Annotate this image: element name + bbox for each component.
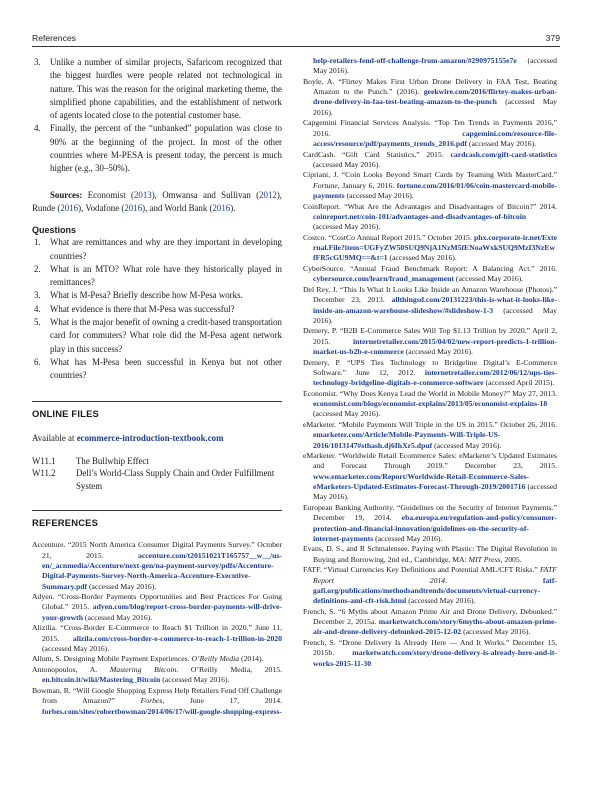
- reference-entry: CyberSource. “Annual Fraud Benchmark Report: A Balancing Act.” 2016. cybersource.com/learn/fraud_management (accessed May 2016).: [303, 264, 557, 284]
- reference-entry: French, S. “Drone Delivery Is Already Here — And It Works.” December 15, 2015b. marketwatch.com/story/drone-delivery-is-already-here-and-it-works-2015-11-30: [303, 637, 557, 668]
- reference-entry: Allum, S. Designing Mobile Payment Experiences. O’Reilly Media (2014).: [32, 654, 264, 664]
- reference-entry: French, S. “6 Myths about Amazon Prime Air and Drone Delivery, Debunked.” December 2, 2015a. marketwatch.com/story/6myths-about-amazon-prime-air-and-drone-delivery-debunked-2015-12-02 (accessed May 2016).: [303, 606, 557, 637]
- reference-link[interactable]: internetretailer.com/2015/04/02/new-report-predicts-1-trillion-market-us-b2b-e-commerce: [313, 336, 557, 356]
- list-item: 1. What are remittances and why are they important in developing countries?: [34, 237, 282, 261]
- reference-link[interactable]: forbes.com/sites/robertbowman/2014/06/17/will-google-shopping-express-: [42, 706, 282, 716]
- citation-link[interactable]: 2013: [133, 189, 152, 200]
- online-files-availability: Available at ecommerce-introduction-textbook.com: [32, 432, 224, 443]
- reference-entry: eMarketer. “Mobile Payments Will Triple in the US in 2015.” October 26, 2016. emarketer.com/Article/Mobile-Payments-Will-Triple-US-2016/1013147#sthash.dj6IhXr5.dpuf (accessed May 2016).: [303, 419, 557, 450]
- citation-link[interactable]: 2012: [259, 189, 277, 200]
- list-item: 3. Unlike a number of similar projects, Safaricom recognized that the biggest hurdles were people related not technological in nature. This was the reason for the original marketing theme, the simplified phone capabilities, and the establishment of network of agents located close to the potential customer base.: [34, 57, 282, 121]
- reference-link[interactable]: capgemini.com/resource-file-access/resource/pdf/payments_trends_2016.pdf: [313, 128, 557, 148]
- online-files-heading: ONLINE FILES: [32, 407, 99, 419]
- list-item: 6. What has M-Pesa been successful in Kenya but not other countries?: [34, 356, 282, 381]
- reference-link[interactable]: emarketer.com/Article/Mobile-Payments-Will-Triple-US-2016/1013147#sthash.dj6IhXr5.dpuf: [313, 430, 501, 450]
- citation-link[interactable]: 2016: [212, 202, 231, 213]
- reference-entry: Cipriani, J. “Coin Looks Beyond Smart Cards by Teaming With MasterCard.” Fortune, January 6, 2016. fortune.com/2016/01/06/coin-mastercard-mobile-payments (accessed May 2016).: [303, 170, 557, 201]
- reference-link[interactable]: alizila.com/cross-border-e-commerce-to-reach-1-trillion-in-2020: [72, 633, 282, 643]
- section-rule: [32, 401, 282, 402]
- reference-link[interactable]: en.bitcoin.it/wiki/Mastering_Bitcoin: [42, 675, 161, 685]
- online-files-list: [32, 455, 282, 493]
- case-questions-continued: [32, 56, 282, 176]
- reference-entry: Adyen. “Cross-Border Payments Opportunities and Best Practices For Going Global.” 2015. adyen.com/blog/report-cross-border-payments-will-drive-your-growth (accessed May 2016).: [32, 592, 282, 622]
- page-number: 379: [545, 33, 560, 43]
- reference-link[interactable]: coinreport.net/coin-101/advantages-and-disadvantages-of-bitcoin: [313, 211, 527, 221]
- references-heading: REFERENCES: [32, 517, 99, 529]
- reference-link[interactable]: help-retailers-fend-off-challenge-from-amazon/#290975155e7e: [313, 56, 517, 65]
- reference-link[interactable]: marketwatch.com/story/drone-delivery-is-already-here-and-it-works-2015-11-30: [313, 648, 557, 668]
- list-item: 2. What is an MTO? What role have they historically played in remittances?: [34, 263, 282, 288]
- reference-entry: Demery, P. “UPS Ties Technology to Bridgeline Digital’s E-Commerce Software.” June 12, 2012. internetretailer.com/2012/06/12/ups-ties-technology-bridgeline-digitals-e-commerce-software (accessed April 2015).: [303, 357, 557, 388]
- reference-entry: Bowman, R. “Will Google Shopping Express Help Retailers Fend Off Challenge from Amazon?” Forbes, June 17, 2014. forbes.com/sites/robertbowman/2014/06/17/will-google-shopping-express-: [32, 685, 283, 716]
- list-item: W11.2 Dell’s World-Class Supply Chain and Order Fulfillment System: [32, 468, 275, 491]
- list-item: 4. Finally, the percent of the “unbanked” population was close to 90% at the beginning of the project. In most of the other countries where M-PESA is present today, the percent is much higher (e.g., 30–50%).: [34, 123, 282, 174]
- running-head: References: [32, 33, 76, 43]
- reference-link[interactable]: phx.corporate-ir.net/External.File?item=UGFyZW50SUQ9NjA1NzM5fENoaWxkSUQ9MzI3NzEwfFR5cGU9MQ==&t=1: [313, 232, 557, 263]
- questions-heading: Questions: [32, 225, 77, 236]
- list-item: 5. What is the major benefit of owning a credit-based transportation card for commuters? What role did the M-Pesa agent network play in this success?: [34, 317, 282, 354]
- reference-entry: Accenture. “2015 North America Consumer Digital Payments Survey.” October 21, 2015. accenture.com/t20151021T165757__w__/us-en/_acnmedia/Accenture/next-gen/na-payment-survey/pdfs/Accenture-Digital-Payments-Survey-North-America-Accenture-Executive-Summary.pdf (accessed May 2016).: [32, 540, 282, 591]
- section-rule: [32, 510, 282, 511]
- reference-link[interactable]: marketwatch.com/story/6myths-about-amazon-prime-air-and-drone-delivery-debunked-2015-12-02: [313, 617, 557, 637]
- reference-entry: Costco. “CostCo Annual Report 2015.” October 2015. phx.corporate-ir.net/External.File?item=UGFyZW50SUQ9NjA1NzM5fENoaWxkSUQ9MzI3NzEwfFR5cGU9MQ==&t=1 (accessed May 2016).: [303, 232, 557, 263]
- reference-link[interactable]: geekwire.com/2016/flirtey-makes-urban-drone-delivery-in-faa-test-beating-amazon-to-the-punch: [313, 87, 557, 107]
- reference-entry-continued: help-retailers-fend-off-challenge-from-amazon/#290975155e7e (accessed May 2016).: [313, 56, 557, 76]
- header-rule: [32, 46, 560, 47]
- reference-link[interactable]: cardcash.com/gift-card-statistics: [450, 149, 557, 159]
- reference-entry: Evans, D. S., and R Schmalensee. Paying with Plastic: The Digital Revolution in Buying and Borrowing, 2nd ed., Cambridge, MA: MIT Press, 2005.: [303, 544, 557, 564]
- reference-entry: Antonopoulos, A. Mastering Bitcoin. O’Reilly Media, 2015. en.bitcoin.it/wiki/Mastering_Bitcoin (accessed May 2016).: [32, 665, 282, 685]
- list-item: 3. What is M-Pesa? Briefly describe how M-Pesa works.: [34, 290, 243, 301]
- sources-note: Sources: Economist (2013), Omwansa and Sullivan (2012), Runde (2016), Vodafone (2016), and World Bank (2016).: [32, 189, 282, 213]
- reference-entry: Capgemini Financial Services Analysis. “Top Ten Trends in Payments 2016,” 2016. capgemini.com/resource-file-access/resource/pdf/payments_trends_2016.pdf (accessed May 2016).: [303, 118, 557, 148]
- citation-link[interactable]: 2016: [124, 202, 143, 213]
- reference-entry: Economist. “Why Does Kenya Lead the World in Mobile Money?” May 27, 2013. economist.com/blogs/economist-explains/2013/05/economist-explains-18 (accessed May 2016).: [303, 388, 557, 419]
- list-item: W11.1 The Bullwhip Effect: [32, 455, 149, 466]
- reference-entry: CoinReport. “What Are the Advantages and Disadvantages of Bitcoin?” 2014. coinreport.net/coin-101/advantages-and-disadvantages-of-bitcoin (accessed May 2016).: [303, 201, 557, 232]
- reference-link[interactable]: adyen.com/blog/report-cross-border-payments-will-drive-your-growth: [42, 602, 282, 622]
- list-item: 4. What evidence is there that M-Pesa was successful?: [34, 303, 235, 314]
- textbook-site-link[interactable]: ecommerce-introduction-textbook.com: [76, 432, 224, 443]
- reference-link[interactable]: fatf-gafi.org/publications/methodsandtrends/documents/virtual-currency-definitions-aml-cft-risk.html: [313, 575, 557, 606]
- questions-list: [32, 236, 282, 382]
- reference-entry: Del Rey, J. “This Is What It Looks Like Inside an Amazon Warehouse (Photos).” December 23, 2013. allthingsd.com/20131223/this-is-what-it-looks-like-inside-an-amazon-warehouse-slideshow/#slideshow-1-3 (accessed May 2016).: [303, 284, 557, 325]
- reference-entry: European Banking Authority. “Guidelines on the Security of Internet Payments.” December 19, 2014. eba.europa.eu/regulation-and-policy/consumer-protection-and-financial-innovation/guidelines-on-the-security-of-internet-payments (accessed May 2016).: [303, 502, 557, 543]
- reference-link[interactable]: economist.com/blogs/economist-explains/2013/05/economist-explains-18: [313, 399, 548, 409]
- reference-link[interactable]: cybersource.com/learn/fraud_management: [313, 274, 454, 284]
- page-header: [0, 0, 602, 46]
- reference-entry: CardCash. “Gift Card Statistics,” 2015. cardcash.com/gift-card-statistics (accessed May 2016).: [303, 149, 557, 169]
- reference-entry: Demery, P. “B2B E-Commerce Sales Will Top $1.13 Trillion by 2020.” April 2, 2015. internetretailer.com/2015/04/02/new-report-predicts-1-trillion-market-us-b2b-e-commerce (accessed May 2016).: [303, 326, 557, 356]
- reference-entry: Boyle, A. “Flirtey Makes First Urban Drone Delivery in FAA Test, Beating Amazon to the Punch.” (2016). geekwire.com/2016/flirtey-makes-urban-drone-delivery-in-faa-test-beating-amazon-to-the-punch (accessed May 2016).: [303, 76, 557, 117]
- reference-link[interactable]: allthingsd.com/20131223/this-is-what-it-looks-like-inside-an-amazon-warehouse-slideshow/#slideshow-1-3: [313, 295, 557, 315]
- references-list-left: [32, 540, 282, 717]
- left-column: [32, 56, 282, 717]
- reference-entry: Alizilia. “Cross-Border E-Commerce to Reach $1 Trillion in 2020.” June 11, 2015. alizila.com/cross-border-e-commerce-to-reach-1-trillion-in-2020 (accessed May 2016).: [32, 623, 282, 653]
- citation-link[interactable]: 2016: [60, 202, 79, 213]
- reference-link[interactable]: internetretailer.com/2012/06/12/ups-ties-technology-bridgeline-digitals-e-commerce-software: [313, 367, 557, 388]
- reference-link[interactable]: www.emarketer.com/Report/Worldwide-Retail-Ecommerce-Sales-eMarketers-Updated-Estimates-Forecast-Through-2019/2001716: [313, 471, 530, 492]
- reference-entry: eMarketer. “Worldwide Retail Ecommerce Sales: eMarketer’s Updated Estimates and Forecast Through 2019.” December 23, 2015. www.emarketer.com/Report/Worldwide-Retail-Ecommerce-Sales-eMarketers-Updated-Estimates-Forecast-Through-2019/2001716 (accessed May 2016).: [303, 451, 557, 502]
- reference-entry: FATF. “Virtual Currencies Key Definitions and Potential AML/CFT Risks.” FATF Report 2014. fatf-gafi.org/publications/methodsandtrends/documents/virtual-currency-definitions-aml-cft-risk.html (accessed May 2016).: [303, 565, 557, 606]
- reference-link[interactable]: eba.europa.eu/regulation-and-policy/consumer-protection-and-financial-innovation/guidelines-on-the-security-of-internet-payments: [313, 513, 557, 543]
- right-column: [303, 56, 557, 669]
- reference-link[interactable]: fortune.com/2016/01/06/coin-mastercard-mobile-payments: [313, 180, 557, 201]
- reference-link[interactable]: accenture.com/t20151021T165757__w__/us-en/_acnmedia/Accenture/next-gen/na-payment-survey/pdfs/Accenture-Digital-Payments-Survey-North-America-Accenture-Executive-Summary.pdf: [42, 550, 282, 591]
